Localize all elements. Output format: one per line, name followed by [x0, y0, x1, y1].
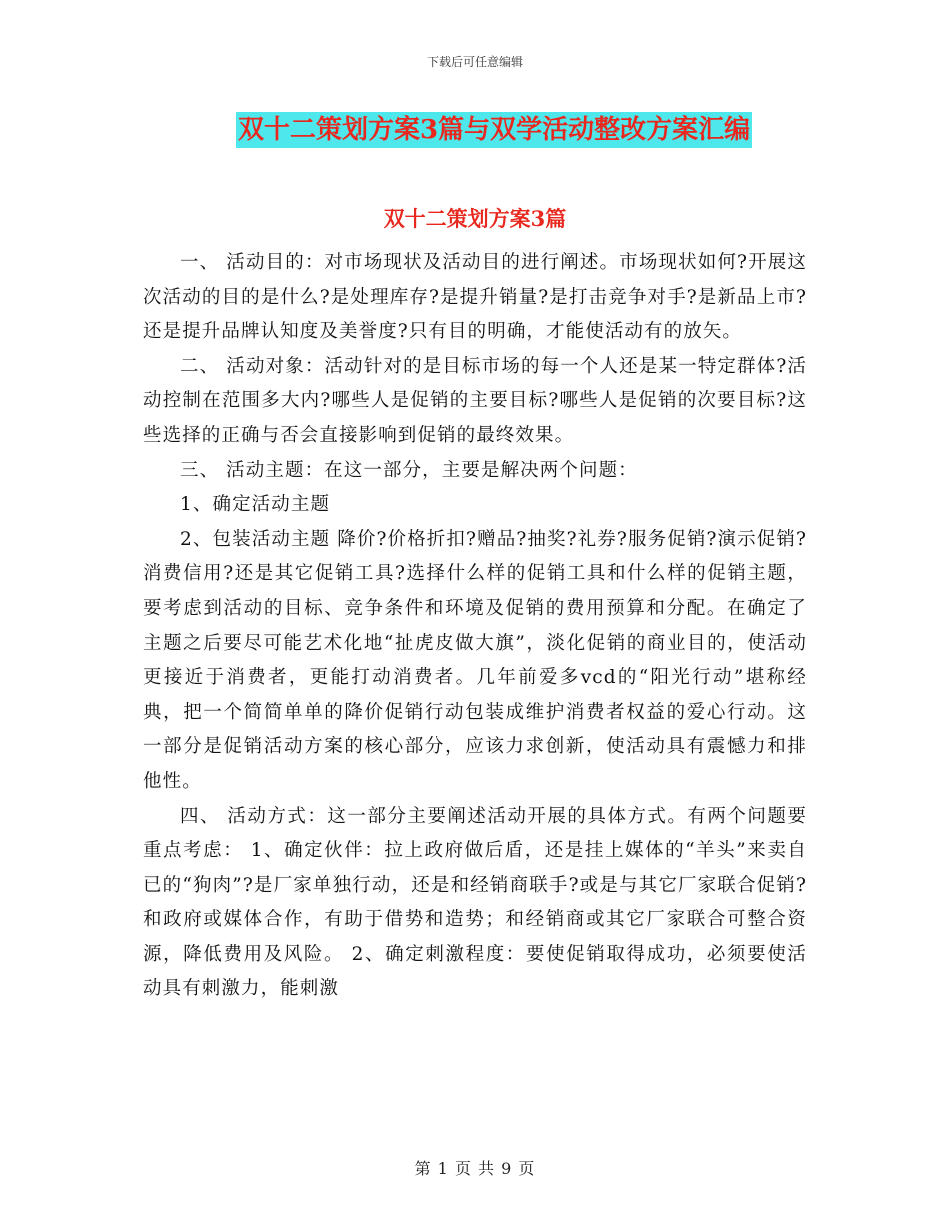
page-header-note: 下载后可任意编辑: [426, 55, 523, 69]
document-title: 双十二策划方案3篇与双学活动整改方案汇编: [236, 112, 752, 148]
section-title: 双十二策划方案3篇: [383, 206, 567, 231]
paragraph-activity-target: 二、 活动对象：活动针对的是目标市场的每一个人还是某一特定群体?活动控制在范围多大内?哪些人是促销的主要目标?哪些人是促销的次要目标?这些选择的正确与否会直接影响到促销的最终效果。: [143, 355, 807, 446]
document-body: [143, 246, 807, 1007]
paragraph-activity-goal: 一、 活动目的：对市场现状及活动目的进行阐述。市场现状如何?开展这次活动的目的是什么?是处理库存?是提升销量?是打击竞争对手?是新品上市?还是提升品牌认知度及美誉度?只有目的明确，才能使活动有的放矢。: [143, 252, 807, 343]
paragraph-determine-theme: 1、确定活动主题: [180, 494, 331, 516]
paragraph-package-theme: 2、包装活动主题 降价?价格折扣?赠品?抽奖?礼券?服务促销?演示促销?消费信用?还是其它促销工具?选择什么样的促销工具和什么样的促销主题，要考虑到活动的目标、竞争条件和环境及促销的费用预算和分配。在确定了主题之后要尽可能艺术化地“扯虎皮做大旗”，淡化促销的商业目的，使活动更接近于消费者，更能打动消费者。几年前爱多vcd的“阳光行动”堪称经典，把一个简简单单的降价促销行动包装成维护消费者权益的爱心行动。这一部分是促销活动方案的核心部分，应该力求创新，使活动具有震憾力和排他性。: [143, 528, 807, 792]
paragraph-activity-theme: 三、 活动主题：在这一部分，主要是解决两个问题：: [180, 459, 638, 481]
paragraph-activity-method: 四、 活动方式：这一部分主要阐述活动开展的具体方式。有两个问题要重点考虑： 1、确定伙伴：拉上政府做后盾，还是挂上媒体的“羊头”来卖自已的“狗肉”?是厂家单独行动，还是和经销商联手?或是与其它厂家联合促销?和政府或媒体合作，有助于借势和造势；和经销商或其它厂家联合可整合资源，降低费用及风险。 2、确定刺激程度：要使促销取得成功，必须要使活动具有刺激力，能刺激: [143, 805, 807, 1000]
page-indicator: 第 1 页 共 9 页: [414, 1159, 536, 1178]
